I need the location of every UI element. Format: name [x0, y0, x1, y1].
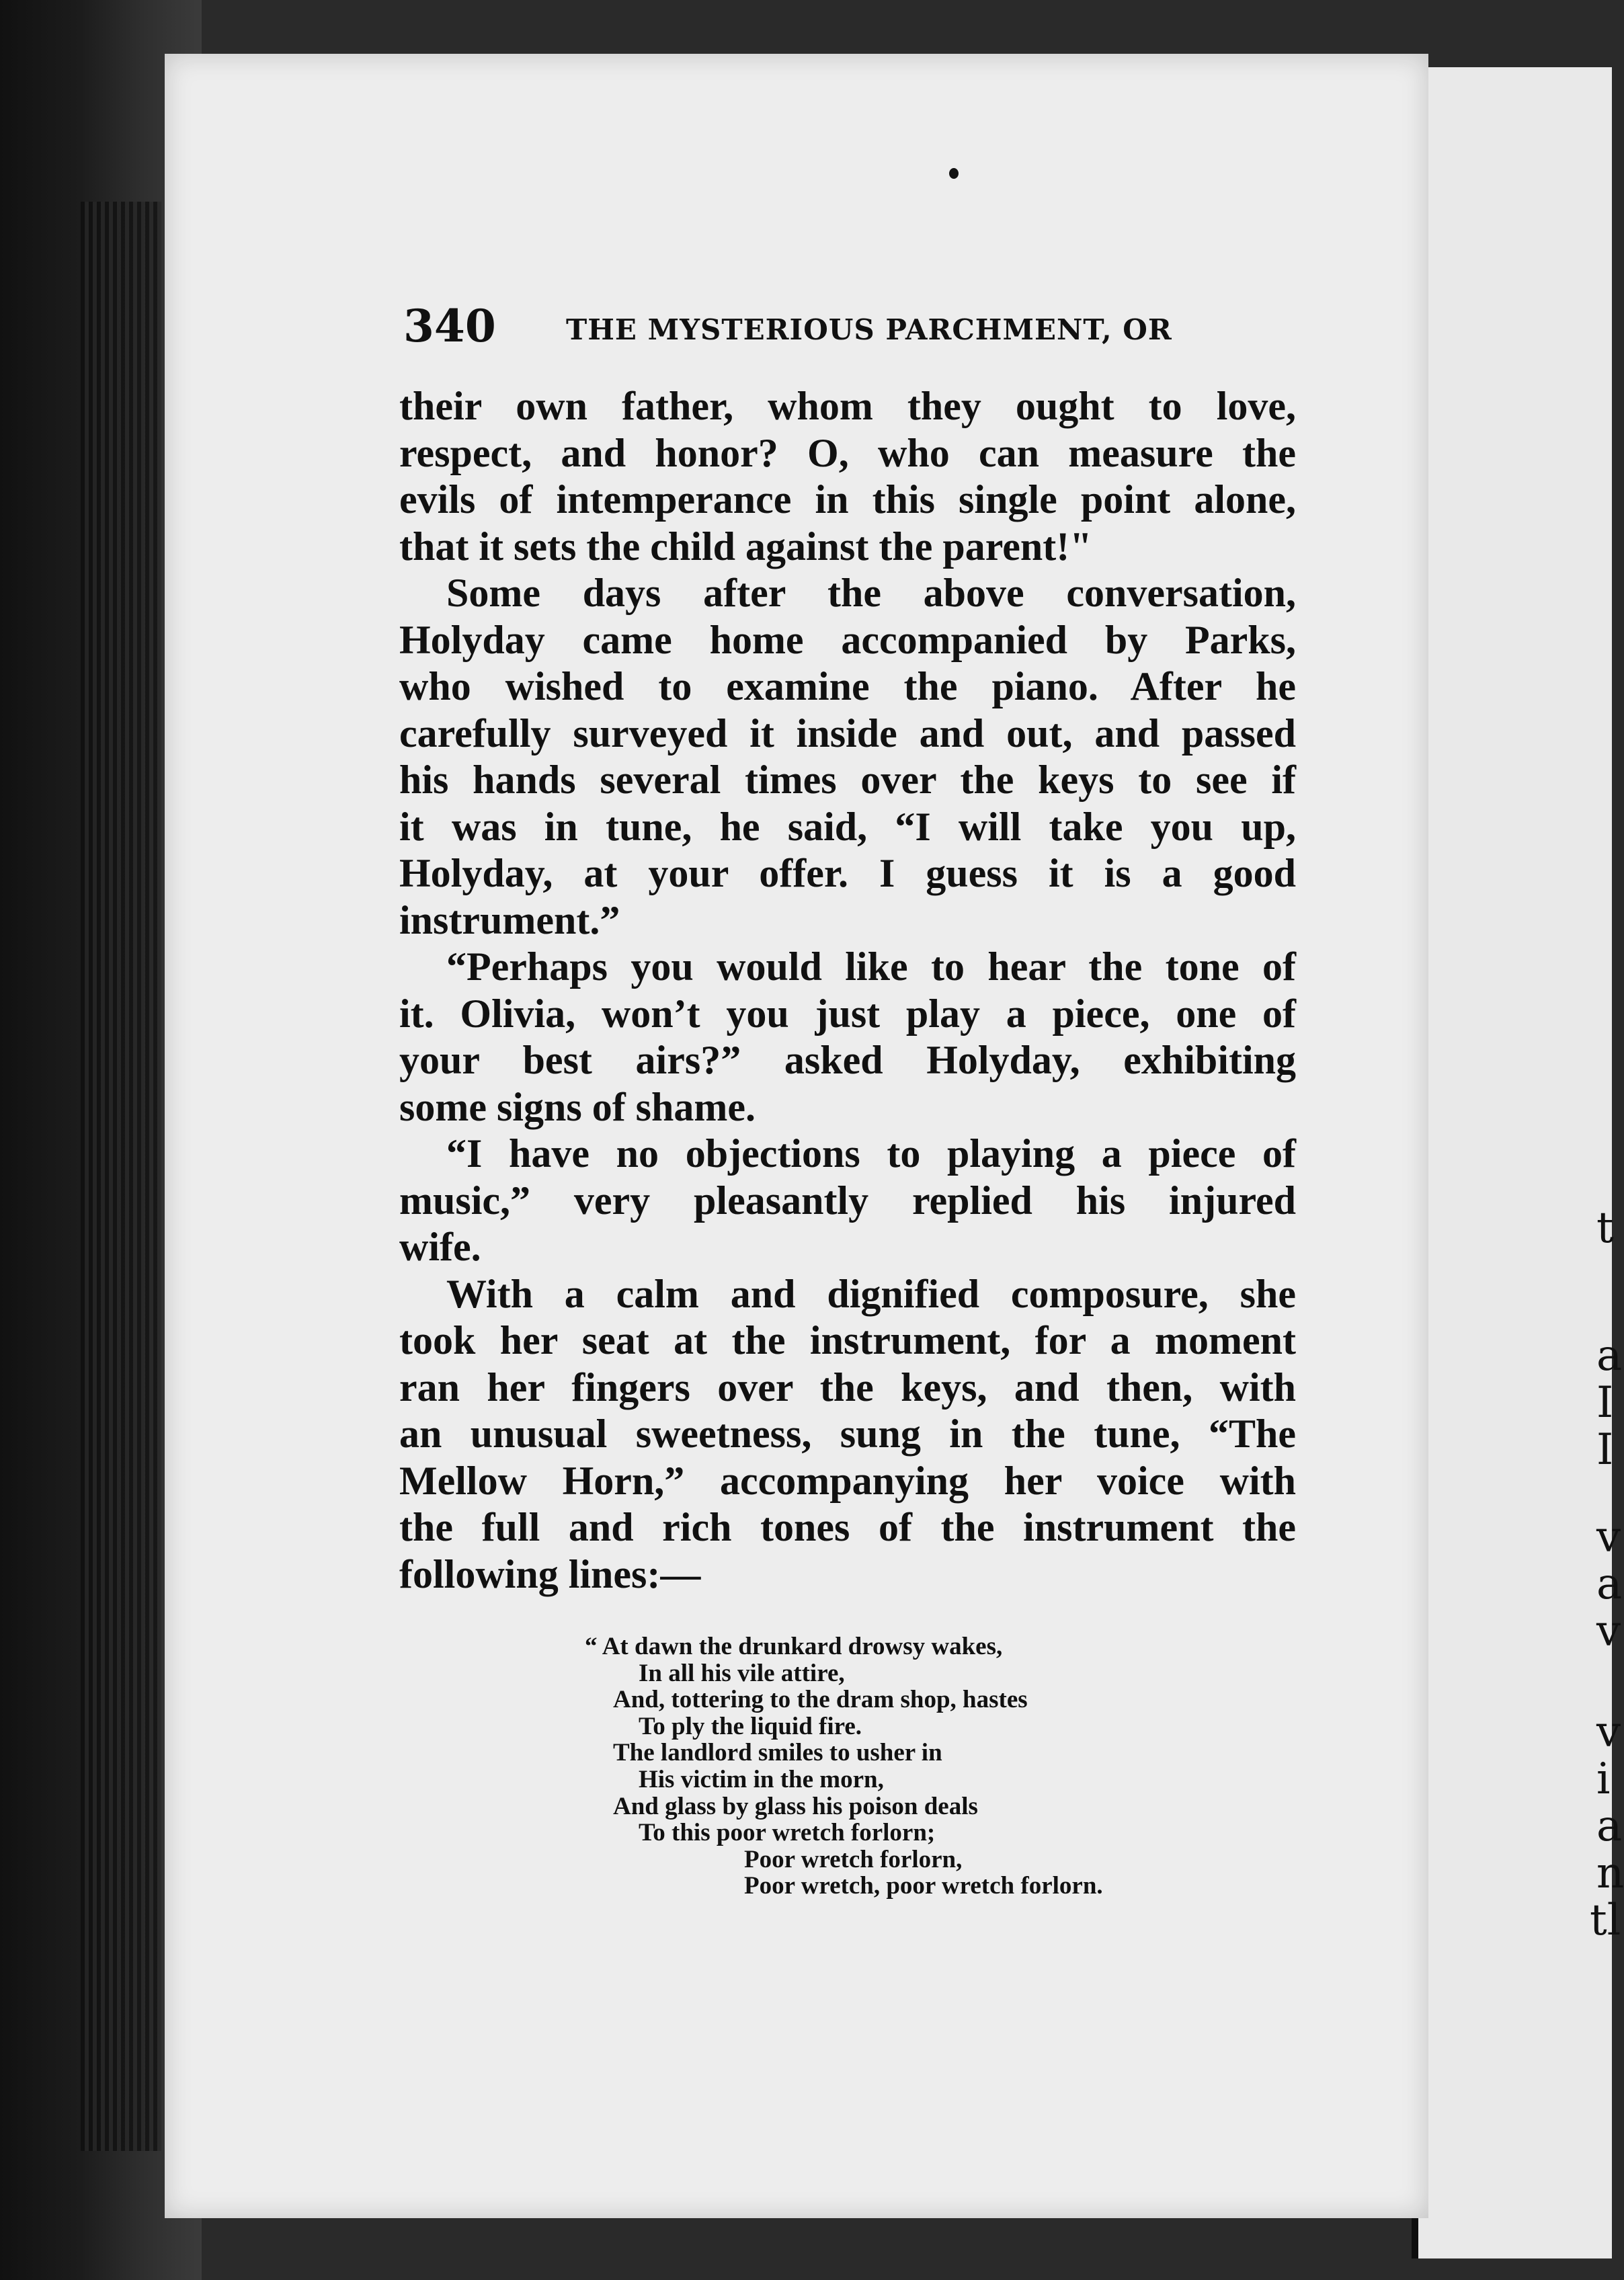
adjacent-text-fragment: a — [1596, 1331, 1623, 1381]
text-line: respect, and honor? O, who can measure the — [399, 430, 1296, 475]
page-number: 340 — [403, 300, 496, 352]
text-line: wife. — [399, 1225, 481, 1269]
text-line: some signs of shame. — [399, 1084, 756, 1129]
adjacent-text-fragment: tl — [1590, 1896, 1621, 1945]
text-line: instrument.” — [399, 897, 620, 942]
adjacent-text-fragment: a — [1596, 1559, 1623, 1609]
text-line: ran her fingers over the keys, and then, with — [399, 1365, 1296, 1410]
adjacent-text-fragment: a — [1596, 1801, 1623, 1851]
adjacent-text-fragment: v — [1596, 1606, 1621, 1656]
text-line: it was in tune, he said, “I will take you up, — [399, 804, 1296, 849]
adjacent-text-fragment: v — [1596, 1512, 1621, 1562]
verse-line: And, tottering to the dram shop, hastes — [613, 1686, 1028, 1714]
text-line: your best airs?” asked Holyday, exhibiting — [399, 1038, 1296, 1082]
verse-line: The landlord smiles to usher in — [613, 1739, 942, 1767]
adjacent-page — [1412, 67, 1624, 2258]
text-line: evils of intemperance in this single point alone, — [399, 477, 1296, 522]
adjacent-text-fragment: t — [1596, 1203, 1614, 1253]
verse-line: His victim in the morn, — [639, 1765, 884, 1793]
adjacent-text-fragment: I — [1596, 1425, 1614, 1475]
verse-line: To this poor wretch forlorn; — [639, 1819, 936, 1847]
text-line: his hands several times over the keys to see if — [399, 758, 1296, 802]
verse-line: And glass by glass his poison deals — [613, 1792, 978, 1820]
text-line: carefully surveyed it inside and out, and passed — [399, 710, 1296, 756]
text-line: an unusual sweetness, sung in the tune, “The — [399, 1412, 1296, 1456]
text-line: the full and rich tones of the instrument the — [399, 1505, 1296, 1549]
text-line: it. Olivia, won’t you just play a piece, one of — [399, 991, 1296, 1036]
verse-line: To ply the liquid fire. — [639, 1712, 862, 1740]
adjacent-text-fragment: I — [1596, 1378, 1614, 1428]
text-line: that it sets the child against the parent!" — [399, 524, 1092, 569]
verse-line: “ At dawn the drunkard drowsy wakes, — [585, 1633, 1003, 1660]
adjacent-text-fragment: v — [1596, 1707, 1621, 1757]
text-line: took her seat at the instrument, for a moment — [399, 1318, 1296, 1362]
text-line: “Perhaps you would like to hear the tone of — [446, 944, 1296, 989]
binding-texture — [81, 202, 161, 2151]
text-line: music,” very pleasantly replied his injured — [399, 1178, 1296, 1223]
verse-block — [578, 1633, 1250, 1900]
text-line: Holyday came home accompanied by Parks, — [399, 617, 1296, 662]
verse-line: Poor wretch, poor wretch forlorn. — [744, 1872, 1103, 1900]
adjacent-text-fragment: n — [1596, 1848, 1624, 1898]
text-line: Mellow Horn,” accompanying her voice with — [399, 1458, 1296, 1503]
text-line: their own father, whom they ought to love, — [399, 384, 1296, 428]
ink-speck — [949, 168, 959, 179]
verse-line: Poor wretch forlorn, — [744, 1845, 963, 1873]
text-line: “I have no objections to playing a piece of — [446, 1131, 1296, 1176]
text-line: With a calm and dignified composure, she — [446, 1271, 1296, 1316]
text-line: following lines:— — [399, 1551, 701, 1596]
adjacent-text-fragment: i — [1596, 1754, 1611, 1804]
text-line: Holyday, at your offer. I guess it is a good — [399, 851, 1296, 895]
text-line: who wished to examine the piano. After he — [399, 664, 1296, 708]
running-title: THE MYSTERIOUS PARCHMENT, OR — [566, 313, 1172, 346]
body-text — [399, 383, 1296, 1598]
verse-line: In all his vile attire, — [639, 1659, 845, 1687]
text-line: Some days after the above conversation, — [446, 571, 1296, 615]
